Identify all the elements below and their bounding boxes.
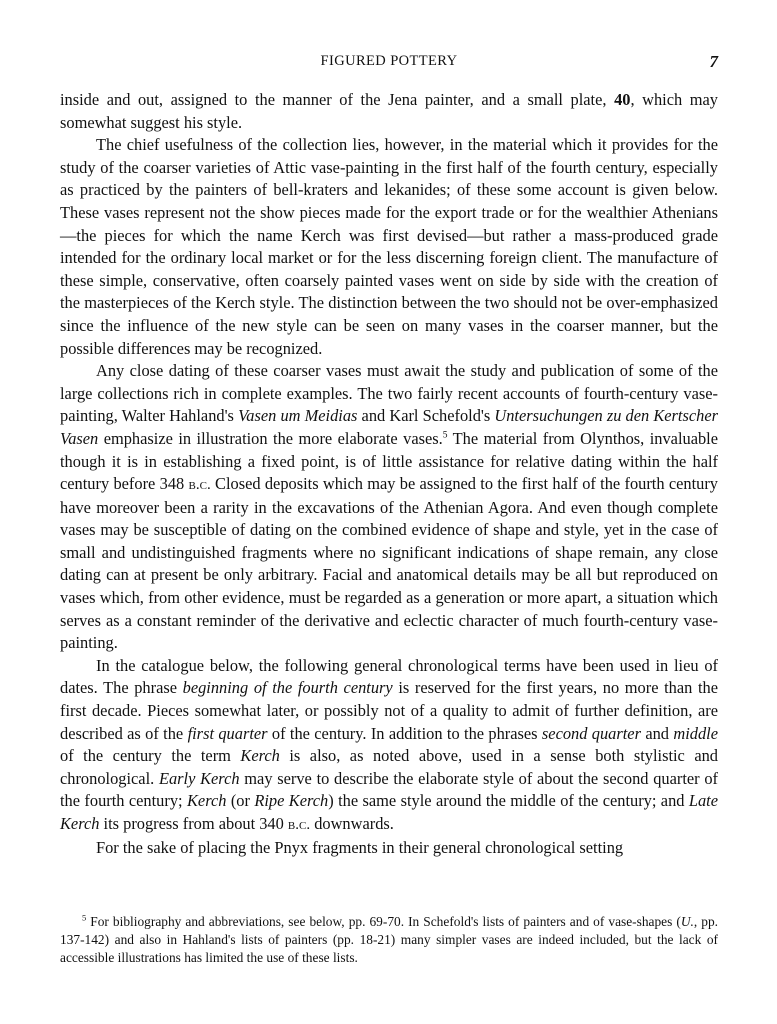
text-run: For bibliography and abbreviations, see below, pp. 69-70. In Schefold's lists of painters and of vase-shapes ( [86, 914, 681, 929]
paragraph-5: For the sake of placing the Pnyx fragments in their general chronological setting [96, 837, 624, 857]
text-run: emphasize in illustration the more elaborate vases. [98, 428, 443, 448]
paragraph-3 [60, 360, 718, 655]
term: beginning of the fourth century [182, 678, 393, 698]
text-run: is reserved for the first years, no more than the first decade. Pieces somewhat later, or possibly not of a quality to admit of further definition, are described as of the [60, 678, 718, 743]
term: Kerch [240, 746, 280, 766]
text-run: Closed deposits which may be assigned to the first half of the fourth century have moreover been a rarity in the excavations of the Athenian Agora. And even though complete vases may be susceptible of dating on the combined evidence of shape and style, yet in the case of small and undistinguished fragments where no significant indications of shape remain, any close dating can at present be only arbitrary. Facial and anatomical details may be all but reproduced on vases which, from other evidence, must be regarded as a generation or more apart, a situation which serves as a constant reminder of the derivative and eclectic character of much fourth-century vase-painting. [60, 474, 718, 653]
footnote-ref-5[interactable]: 5 [442, 430, 448, 441]
abbrev: U. [680, 914, 694, 929]
running-head: FIGURED POTTERY [320, 53, 458, 69]
term: Early Kerch [158, 768, 240, 788]
term: Kerch [186, 791, 227, 811]
page-number: 7 [709, 52, 718, 71]
text-run: and Karl Schefold's [357, 406, 495, 426]
term: Ripe Kerch [254, 791, 329, 811]
text-run: and [640, 723, 674, 743]
era-abbrev: b.c. [287, 817, 311, 833]
paragraph-2: The chief usefulness of the collection lies, however, in the material which it provides for the study of the coarser varieties of Attic vase-painting in the first half of the fourth century, especially as practiced by the painters of bell-kraters and lekanides; of these some account is given below. These vases represent not the show pieces made for the export trade or for the wealthier Athenians—the pieces for which the name Kerch was first devised—but rather a mass-produced grade intended for the ordinary local market or for the less discerning foreign client. The manufacture of these simple, conservative, often coarsely painted vases went on side by side with the creation of the masterpieces of the Kerch style. The distinction between the two should not be over-emphasized since the influence of the new style can be seen on many vases in the coarser manner, but the possible differences may be recognized. [60, 135, 718, 358]
paragraph-4 [60, 655, 718, 837]
text-run: , pp. 137-142) and also in Hahland's lists of painters (pp. 18-21) many simpler vases are indeed included, but the lack of accessible illustrations has limited the use of these lists. [60, 914, 719, 965]
paragraph-1 [60, 89, 718, 134]
term: first quarter [187, 723, 268, 743]
text-run: inside and out, assigned to the manner of the Jena painter, and a small plate, [60, 90, 615, 109]
text-run: its progress from about 340 [99, 814, 288, 833]
text-run: The material from Olynthos, invaluable though it is in establishing a fixed point, is of little assistance for relative dating within the half century before 348 [60, 428, 718, 494]
text-run: In the catalogue below, the following general chronological terms have been used in lieu of dates. The phrase [60, 655, 718, 698]
era-abbrev: b.c. [188, 477, 211, 494]
text-run: (or [226, 791, 255, 811]
term: Late Kerch [60, 791, 719, 833]
book-title-schefold: Untersuchungen zu den Kertscher Vasen [60, 406, 718, 448]
text-run: , which may somewhat suggest his style. [60, 90, 719, 132]
term: middle [673, 723, 718, 743]
text-run: of the century the term [60, 746, 241, 766]
text-run: may serve to describe the elaborate style of about the second quarter of the fourth century; [60, 768, 718, 811]
text-run: downwards. [310, 814, 394, 833]
plate-number: 40 [614, 90, 631, 109]
term: second quarter [541, 723, 641, 743]
page-header [60, 53, 718, 73]
book-title-hahland: Vasen um Meidias [238, 406, 358, 426]
body-text [60, 89, 718, 859]
footnotes [60, 913, 718, 967]
footnote-mark: 5 [82, 912, 87, 923]
text-run: Any close dating of these coarser vases must await the study and publication of some of the large collections rich in complete examples. The two fairly recent accounts of fourth-century vase-painting, Walter Hahland's [60, 361, 718, 426]
text-run: of the century. In addition to the phrases [267, 723, 542, 743]
text-run: ) the same style around the middle of the century; and [328, 791, 689, 811]
footnote-5 [60, 913, 718, 967]
text-run: is also, as noted above, used in a sense both stylistic and chronological. [60, 746, 719, 788]
